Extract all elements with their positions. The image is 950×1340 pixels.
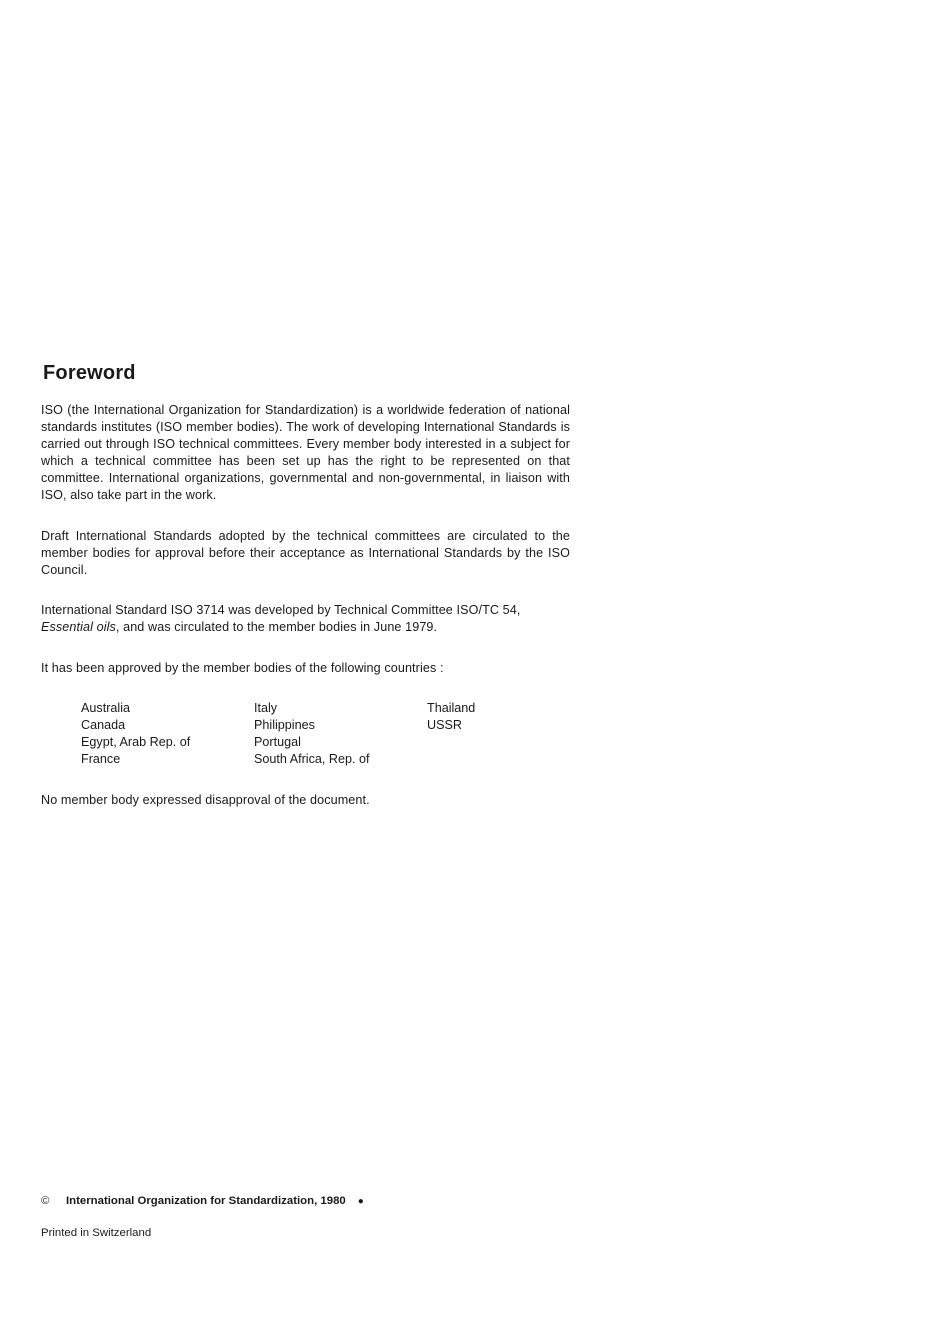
country-item: Portugal <box>254 734 301 749</box>
paragraph-3-text-end: , and was circulated to the member bodies in June 1979. <box>115 619 438 634</box>
country-item: Egypt, Arab Rep. of <box>81 734 191 749</box>
foreword-paragraph-5: No member body expressed disapproval of the document. <box>41 793 370 807</box>
country-item: Thailand <box>427 701 476 715</box>
foreword-paragraph-1: ISO (the International Organization for Standardization) is a worldwide federation of national standards institutes (ISO member bodies). The work of developing International Standards is carried out through ISO technical committees. Every member body interested in a subject for which a technical committee has been set up has the right to be represented on that committee. International organizations, governmental and non-governmental, in liaison with ISO, also take part in the work. <box>41 403 570 502</box>
countries-column-1 <box>81 700 190 768</box>
committee-title-italic: Essential oils <box>41 619 116 634</box>
copyright-text: International Organization for Standardization, 1980 <box>66 1195 346 1207</box>
foreword-paragraph-2: Draft International Standards adopted by the technical committees are circulated to the member bodies for approval before their acceptance as International Standards by the ISO Council. <box>41 529 570 577</box>
bullet-icon: ● <box>357 1196 364 1207</box>
country-item: USSR <box>427 717 462 732</box>
country-item: South Africa, Rep. of <box>254 751 370 766</box>
paragraph-3-text-start: International Standard ISO 3714 was developed by Technical Committee ISO/TC 54, <box>41 603 521 617</box>
page-title: Foreword <box>43 362 136 384</box>
country-item: France <box>81 751 121 766</box>
countries-column-2 <box>254 700 370 768</box>
country-item: Italy <box>254 701 278 715</box>
foreword-paragraph-3 <box>41 602 570 636</box>
countries-column-3 <box>427 700 475 734</box>
country-item: Philippines <box>254 717 315 732</box>
country-item: Canada <box>81 717 126 732</box>
foreword-paragraph-4: It has been approved by the member bodies of the following countries : <box>41 661 444 675</box>
copyright-icon: © <box>41 1195 50 1207</box>
country-item: Australia <box>81 701 130 715</box>
printed-in-note: Printed in Switzerland <box>41 1227 152 1239</box>
copyright-line <box>41 1195 364 1207</box>
